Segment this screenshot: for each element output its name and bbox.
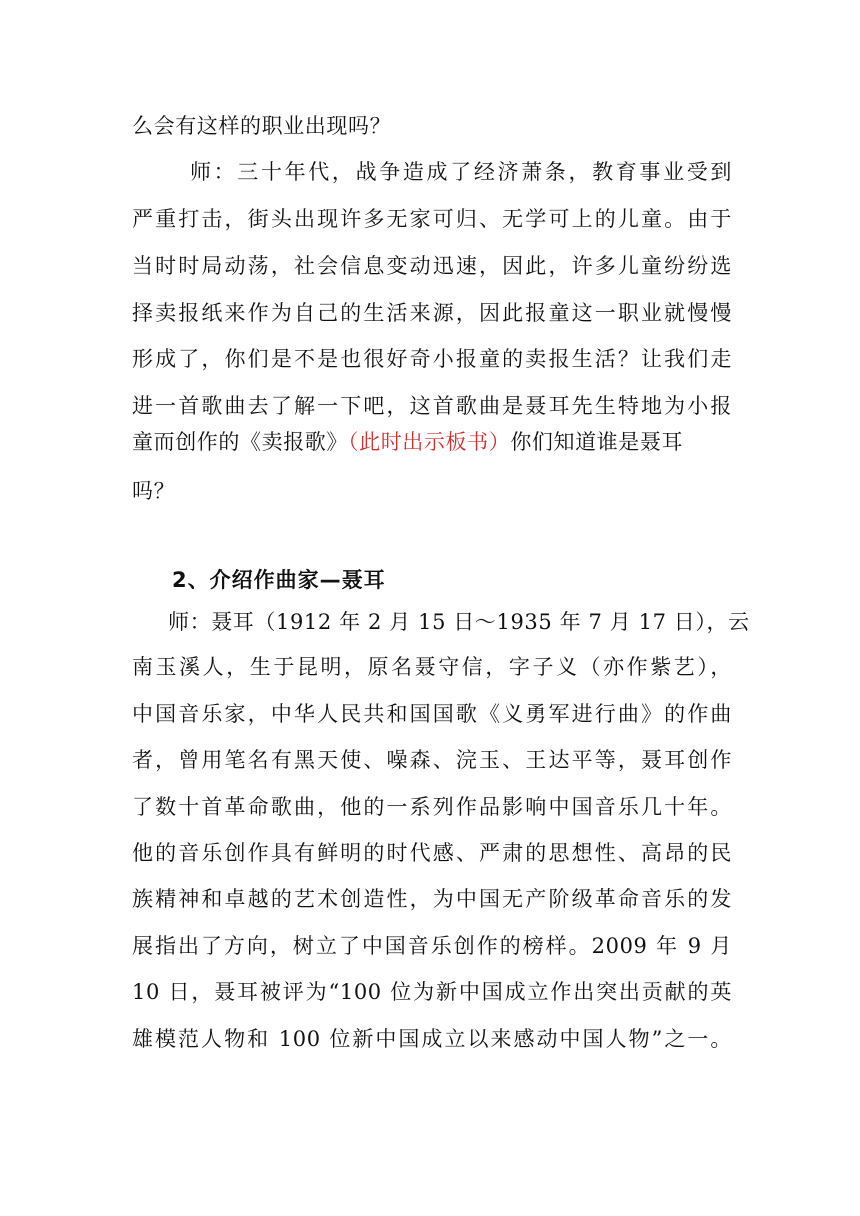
- text-line: 师：聂耳（1912 年 2 月 15 日～1935 年 7 月 17 日），云: [168, 610, 750, 634]
- text-line: 严重打击，街头出现许多无家可归、无学可上的儿童。由于: [132, 207, 732, 231]
- text-line: 南玉溪人，生于昆明，原名聂守信，字子义（亦作紫艺），: [132, 655, 732, 679]
- text-line: 者，曾用笔名有黑天使、噪森、浣玉、王达平等，聂耳创作: [132, 748, 732, 772]
- text-line: 进一首歌曲去了解一下吧，这首歌曲是聂耳先生特地为小报: [132, 394, 732, 418]
- section-heading: 2、介绍作曲家—聂耳: [172, 568, 386, 592]
- text-line: 中国音乐家，中华人民共和国国歌《义勇军进行曲》的作曲: [132, 702, 732, 726]
- text-line-with-note: [132, 428, 732, 456]
- text-line: 么会有这样的职业出现吗？: [132, 114, 392, 138]
- text-line: 10 日，聂耳被评为“100 位为新中国成立作出突出贡献的英: [132, 980, 732, 1004]
- text-line: 择卖报纸来作为自己的生活来源，因此报童这一职业就慢慢: [132, 301, 732, 325]
- text-line: 当时时局动荡，社会信息变动迅速，因此，许多儿童纷纷选: [132, 254, 732, 278]
- text-line: 吗？: [132, 479, 176, 503]
- text-line: 形成了，你们是不是也很好奇小报童的卖报生活？让我们走: [132, 347, 732, 371]
- text-line: 展指出了方向，树立了中国音乐创作的榜样。2009 年 9 月: [132, 934, 732, 958]
- text-line: 师：三十年代，战争造成了经济萧条，教育事业受到: [190, 160, 732, 184]
- text-line: 族精神和卓越的艺术创造性，为中国无产阶级革命音乐的发: [132, 887, 732, 911]
- text-segment: 你们知道谁是聂耳: [510, 430, 684, 454]
- text-line: 了数十首革命歌曲，他的一系列作品影响中国音乐几十年。: [132, 795, 732, 819]
- text-line: 雄模范人物和 100 位新中国成立以来感动中国人物”之一。: [132, 1027, 732, 1051]
- text-line: 他的音乐创作具有鲜明的时代感、严肃的思想性、高昂的民: [132, 841, 732, 865]
- red-annotation: （此时出示板书）: [348, 430, 511, 454]
- text-segment: 童而创作的《卖报歌》: [132, 430, 348, 454]
